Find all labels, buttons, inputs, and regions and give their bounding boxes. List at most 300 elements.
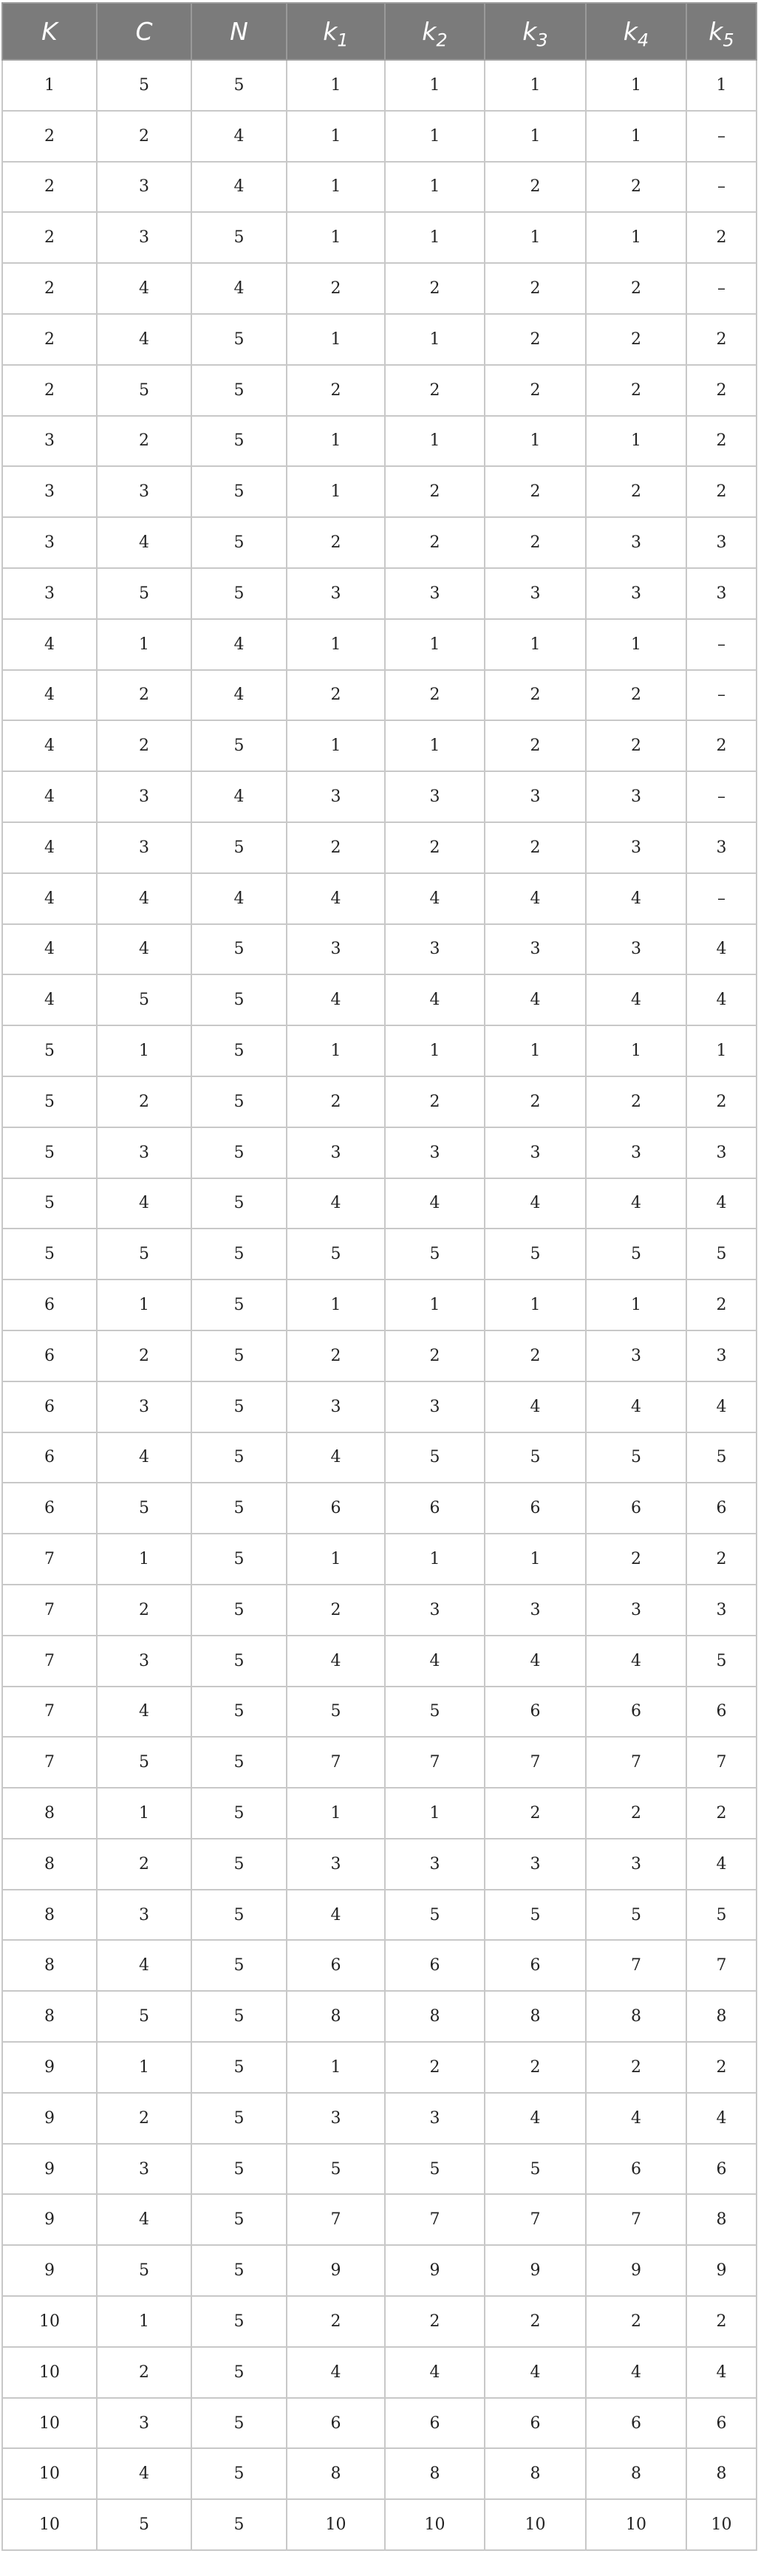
table-cell: 1 (287, 416, 385, 467)
table-cell: 2 (485, 517, 586, 568)
table-cell: 3 (586, 1127, 686, 1178)
table-cell: 2 (385, 2042, 485, 2093)
table-cell: – (686, 162, 757, 213)
table-cell: 3 (97, 1381, 191, 1432)
table-cell: 5 (97, 568, 191, 619)
table-cell: 3 (97, 466, 191, 517)
table-cell: 5 (191, 2144, 287, 2195)
table-cell: 3 (97, 2398, 191, 2449)
table-cell: 5 (485, 2144, 586, 2195)
table-cell: 8 (586, 2448, 686, 2499)
table-cell: 2 (586, 162, 686, 213)
table-cell: 5 (191, 1687, 287, 1738)
table-cell: 3 (385, 1381, 485, 1432)
table-cell: 5 (2, 1229, 97, 1280)
column-header (485, 3, 586, 60)
column-header (686, 3, 757, 60)
table-cell: 1 (97, 2042, 191, 2093)
table-cell: 4 (97, 517, 191, 568)
table-cell: 5 (97, 365, 191, 416)
table-cell: 4 (191, 619, 287, 670)
table-cell: 2 (485, 1076, 586, 1127)
table-cell: 4 (191, 111, 287, 162)
table-cell: 4 (586, 1381, 686, 1432)
table-cell: 8 (485, 1991, 586, 2042)
table-cell: 8 (485, 2448, 586, 2499)
table-row (2, 1991, 757, 2042)
table-cell: 4 (287, 2347, 385, 2398)
table-cell: 4 (191, 263, 287, 314)
table-cell: 1 (586, 212, 686, 263)
table-cell: 4 (2, 720, 97, 771)
table-cell: 4 (485, 873, 586, 924)
table-cell: 7 (2, 1585, 97, 1636)
page (0, 2, 758, 2576)
table-cell: 1 (97, 1788, 191, 1839)
table-cell: 4 (2, 670, 97, 721)
table-cell: 6 (586, 1687, 686, 1738)
table-cell: 2 (97, 2347, 191, 2398)
table-cell: 2 (97, 2093, 191, 2144)
table-cell: 1 (287, 111, 385, 162)
table-cell: 5 (586, 1890, 686, 1941)
column-header-subscript: 3 (536, 30, 548, 51)
table-cell: 2 (97, 1076, 191, 1127)
table-cell: 6 (2, 1330, 97, 1381)
table-cell: 2 (2, 263, 97, 314)
table-cell: 1 (485, 1534, 586, 1585)
table-cell: 5 (191, 2194, 287, 2245)
table-cell: 5 (191, 1178, 287, 1229)
table-cell: 2 (586, 365, 686, 416)
table-cell: 6 (485, 1687, 586, 1738)
table-cell: 5 (191, 1890, 287, 1941)
table-cell: 6 (2, 1432, 97, 1483)
table-cell: 2 (97, 720, 191, 771)
table-cell: 4 (686, 1839, 757, 1890)
table-cell: 1 (2, 60, 97, 111)
table-cell: 4 (191, 873, 287, 924)
table-cell: 7 (586, 1737, 686, 1788)
table-cell: 4 (686, 2093, 757, 2144)
table-cell: 1 (287, 1280, 385, 1330)
table-cell: 10 (485, 2499, 586, 2550)
table-cell: 2 (287, 822, 385, 873)
table-cell: 2 (686, 365, 757, 416)
table-cell: 3 (385, 568, 485, 619)
table-cell: 5 (485, 1890, 586, 1941)
table-cell: 9 (385, 2245, 485, 2296)
table-row (2, 2194, 757, 2245)
table-cell: 1 (385, 111, 485, 162)
table-cell: 7 (485, 1737, 586, 1788)
table-row (2, 2499, 757, 2550)
table-cell: 3 (586, 1330, 686, 1381)
table-cell: 3 (287, 771, 385, 822)
table-cell: 6 (287, 2398, 385, 2449)
table-cell: 2 (686, 1280, 757, 1330)
table-cell: 5 (191, 1737, 287, 1788)
table-cell: 2 (97, 670, 191, 721)
table-row (2, 974, 757, 1025)
table-cell: 4 (686, 1178, 757, 1229)
table-cell: 1 (686, 1025, 757, 1076)
table-cell: 4 (97, 1940, 191, 1991)
table-cell: 2 (385, 1330, 485, 1381)
table-cell: 2 (485, 466, 586, 517)
table-cell: 1 (287, 162, 385, 213)
table-cell: 5 (287, 2144, 385, 2195)
table-cell: – (686, 873, 757, 924)
table-cell: 2 (287, 1330, 385, 1381)
table-cell: 4 (686, 2347, 757, 2398)
table-cell: 2 (2, 111, 97, 162)
table-row (2, 873, 757, 924)
table-cell: 6 (485, 1940, 586, 1991)
table-cell: 6 (385, 1940, 485, 1991)
table-cell: 5 (191, 416, 287, 467)
table-cell: 3 (686, 568, 757, 619)
table-cell: 2 (485, 1330, 586, 1381)
table-cell: 1 (385, 1025, 485, 1076)
table-row (2, 1178, 757, 1229)
table-cell: 5 (2, 1178, 97, 1229)
table-cell: 5 (191, 1991, 287, 2042)
table-cell: 1 (586, 111, 686, 162)
table-row (2, 1432, 757, 1483)
table-cell: 10 (2, 2296, 97, 2347)
table-cell: 1 (385, 1280, 485, 1330)
table-row (2, 619, 757, 670)
table-cell: 4 (2, 873, 97, 924)
table-cell: 2 (385, 365, 485, 416)
table-cell: 4 (2, 771, 97, 822)
table-cell: 4 (97, 263, 191, 314)
table-cell: 3 (385, 924, 485, 975)
table-cell: 2 (686, 2296, 757, 2347)
table-cell: 2 (686, 212, 757, 263)
table-cell: 2 (586, 670, 686, 721)
table-cell: 9 (586, 2245, 686, 2296)
column-header (2, 3, 97, 60)
column-header-symbol: K (41, 17, 58, 46)
table-cell: 1 (586, 619, 686, 670)
table-cell: 4 (191, 162, 287, 213)
table-cell: 2 (287, 263, 385, 314)
table-cell: 3 (686, 1127, 757, 1178)
table-cell: 2 (385, 466, 485, 517)
table-row (2, 924, 757, 975)
table-row (2, 162, 757, 213)
table-cell: 2 (385, 670, 485, 721)
table-cell: 4 (287, 974, 385, 1025)
table-cell: 8 (385, 2448, 485, 2499)
table-body (2, 60, 757, 2550)
table-cell: 2 (97, 1839, 191, 1890)
table-cell: 3 (97, 1636, 191, 1687)
table-cell: 6 (385, 1483, 485, 1534)
table-cell: 5 (485, 1432, 586, 1483)
table-cell: 4 (586, 2093, 686, 2144)
table-cell: 7 (586, 1940, 686, 1991)
table-cell: 1 (385, 314, 485, 365)
table-cell: 2 (586, 1534, 686, 1585)
table-row (2, 1483, 757, 1534)
table-cell: 3 (97, 2144, 191, 2195)
column-header-symbol: C (135, 17, 153, 46)
table-cell: 3 (287, 1381, 385, 1432)
table-cell: 2 (2, 365, 97, 416)
table-cell: 3 (686, 1330, 757, 1381)
column-header (385, 3, 485, 60)
table-cell: 6 (586, 2398, 686, 2449)
table-cell: 1 (485, 111, 586, 162)
table-cell: 5 (191, 1839, 287, 1890)
table-cell: 1 (686, 60, 757, 111)
table-cell: 4 (2, 974, 97, 1025)
table-cell: 3 (686, 822, 757, 873)
table-row (2, 2448, 757, 2499)
table-cell: 7 (686, 1940, 757, 1991)
table-cell: 10 (2, 2347, 97, 2398)
table-cell: 5 (191, 2042, 287, 2093)
table-cell: 3 (485, 1839, 586, 1890)
table-cell: 8 (686, 2448, 757, 2499)
table-cell: 2 (97, 1585, 191, 1636)
table-cell: 6 (287, 1940, 385, 1991)
table-cell: – (686, 111, 757, 162)
table-cell: 2 (385, 822, 485, 873)
table-cell: 2 (485, 670, 586, 721)
table-cell: 1 (287, 2042, 385, 2093)
table-cell: 1 (287, 1025, 385, 1076)
table-cell: 3 (287, 568, 385, 619)
table-cell: 5 (97, 974, 191, 1025)
table-row (2, 1025, 757, 1076)
table-cell: 9 (686, 2245, 757, 2296)
table-cell: 1 (385, 212, 485, 263)
table-cell: 4 (485, 2347, 586, 2398)
table-row (2, 2144, 757, 2195)
table-cell: 5 (191, 1025, 287, 1076)
table-cell: 3 (586, 517, 686, 568)
table-cell: 5 (97, 1991, 191, 2042)
table-header (2, 3, 757, 60)
table-cell: 5 (97, 2245, 191, 2296)
table-cell: 1 (385, 619, 485, 670)
table-cell: 5 (191, 212, 287, 263)
table-row (2, 111, 757, 162)
table-cell: 5 (191, 822, 287, 873)
table-cell: 1 (485, 1280, 586, 1330)
table-cell: 5 (2, 1076, 97, 1127)
column-header-symbol: k (623, 17, 638, 46)
table-cell: 4 (385, 1178, 485, 1229)
table-row (2, 1890, 757, 1941)
table-row (2, 670, 757, 721)
table-row (2, 1585, 757, 1636)
table-cell: – (686, 263, 757, 314)
table-cell: 2 (686, 720, 757, 771)
table-cell: 2 (97, 1330, 191, 1381)
table-cell: 4 (97, 314, 191, 365)
header-row (2, 3, 757, 60)
table-cell: 4 (485, 1381, 586, 1432)
table-cell: 5 (385, 1229, 485, 1280)
table-cell: 2 (385, 517, 485, 568)
table-row (2, 2296, 757, 2347)
table-cell: 2 (287, 517, 385, 568)
table-cell: 1 (287, 1788, 385, 1839)
table-cell: 4 (385, 873, 485, 924)
table-cell: 5 (385, 2144, 485, 2195)
table-cell: 4 (385, 974, 485, 1025)
column-header (97, 3, 191, 60)
table-cell: 5 (686, 1890, 757, 1941)
table-cell: 2 (2, 162, 97, 213)
table-cell: 4 (287, 1890, 385, 1941)
table-cell: 4 (97, 2194, 191, 2245)
table-cell: 4 (686, 924, 757, 975)
table-cell: 3 (485, 1127, 586, 1178)
column-header (287, 3, 385, 60)
table-cell: 2 (97, 111, 191, 162)
table-cell: 3 (485, 1585, 586, 1636)
table-cell: 2 (485, 314, 586, 365)
column-header-symbol: N (230, 17, 248, 46)
table-cell: 2 (287, 365, 385, 416)
table-row (2, 1940, 757, 1991)
table-cell: 10 (2, 2448, 97, 2499)
table-cell: 5 (191, 1381, 287, 1432)
table-cell: 8 (2, 1991, 97, 2042)
table-cell: 6 (287, 1483, 385, 1534)
table-cell: 6 (686, 2144, 757, 2195)
table-cell: 5 (191, 1127, 287, 1178)
table-cell: 4 (586, 974, 686, 1025)
table-cell: 2 (2, 314, 97, 365)
table-cell: 3 (586, 568, 686, 619)
table-cell: 5 (191, 314, 287, 365)
table-cell: 3 (97, 771, 191, 822)
table-cell: 3 (385, 771, 485, 822)
table-cell: 5 (191, 1076, 287, 1127)
table-cell: 3 (385, 1585, 485, 1636)
table-cell: 2 (97, 416, 191, 467)
table-row (2, 60, 757, 111)
table-cell: 7 (287, 2194, 385, 2245)
table-cell: 4 (2, 822, 97, 873)
table-row (2, 1839, 757, 1890)
table-cell: 7 (287, 1737, 385, 1788)
table-cell: 6 (2, 1280, 97, 1330)
table-cell: 3 (2, 517, 97, 568)
table-cell: 4 (586, 1178, 686, 1229)
table-cell: 6 (485, 1483, 586, 1534)
table-row (2, 212, 757, 263)
table-row (2, 1229, 757, 1280)
table-row (2, 2347, 757, 2398)
table-row (2, 720, 757, 771)
table-cell: 8 (686, 2194, 757, 2245)
table-row (2, 568, 757, 619)
table-cell: 3 (97, 212, 191, 263)
table-cell: 5 (97, 1737, 191, 1788)
table-cell: 5 (191, 365, 287, 416)
table-cell: 5 (191, 2499, 287, 2550)
table-cell: 5 (191, 1585, 287, 1636)
table-cell: 7 (586, 2194, 686, 2245)
table-cell: 2 (287, 670, 385, 721)
table-cell: 1 (385, 60, 485, 111)
table-cell: 4 (191, 670, 287, 721)
table-cell: – (686, 670, 757, 721)
table-cell: 5 (2, 1025, 97, 1076)
table-cell: 5 (191, 1280, 287, 1330)
table-cell: 1 (97, 1280, 191, 1330)
table-cell: 1 (385, 720, 485, 771)
table-cell: 7 (2, 1636, 97, 1687)
table-cell: 1 (485, 1025, 586, 1076)
table-cell: 5 (191, 924, 287, 975)
table-cell: 5 (385, 1687, 485, 1738)
table-cell: 2 (586, 2042, 686, 2093)
table-cell: 1 (586, 1025, 686, 1076)
table-row (2, 416, 757, 467)
table-cell: 2 (686, 466, 757, 517)
table-cell: 6 (686, 2398, 757, 2449)
table-cell: 4 (287, 1178, 385, 1229)
table-cell: 4 (586, 873, 686, 924)
table-cell: 3 (385, 2093, 485, 2144)
table-cell: 2 (485, 263, 586, 314)
table-cell: 5 (191, 1229, 287, 1280)
table-cell: 2 (385, 1076, 485, 1127)
table-cell: 1 (287, 720, 385, 771)
table-cell: 5 (191, 2296, 287, 2347)
table-cell: 5 (485, 1229, 586, 1280)
table-cell: 2 (586, 314, 686, 365)
table-cell: 3 (287, 1127, 385, 1178)
table-cell: 3 (485, 924, 586, 975)
table-cell: 1 (287, 619, 385, 670)
table-cell: 4 (97, 1687, 191, 1738)
table-cell: 10 (586, 2499, 686, 2550)
table-cell: 5 (191, 1788, 287, 1839)
table-cell: 7 (686, 1737, 757, 1788)
table-cell: 2 (385, 2296, 485, 2347)
table-row (2, 1127, 757, 1178)
table-cell: 1 (385, 1534, 485, 1585)
table-cell: 2 (485, 365, 586, 416)
table-cell: 2 (586, 2296, 686, 2347)
data-table (1, 2, 757, 2551)
table-cell: 9 (2, 2194, 97, 2245)
table-cell: 8 (2, 1788, 97, 1839)
table-cell: 8 (287, 2448, 385, 2499)
table-cell: 5 (191, 1534, 287, 1585)
table-cell: 5 (686, 1636, 757, 1687)
table-cell: 2 (686, 1076, 757, 1127)
table-cell: 4 (686, 1381, 757, 1432)
table-row (2, 1636, 757, 1687)
table-cell: 5 (191, 2245, 287, 2296)
table-cell: 6 (485, 2398, 586, 2449)
table-cell: 9 (2, 2093, 97, 2144)
table-cell: 3 (485, 568, 586, 619)
table-cell: 4 (385, 1636, 485, 1687)
table-cell: 3 (97, 822, 191, 873)
